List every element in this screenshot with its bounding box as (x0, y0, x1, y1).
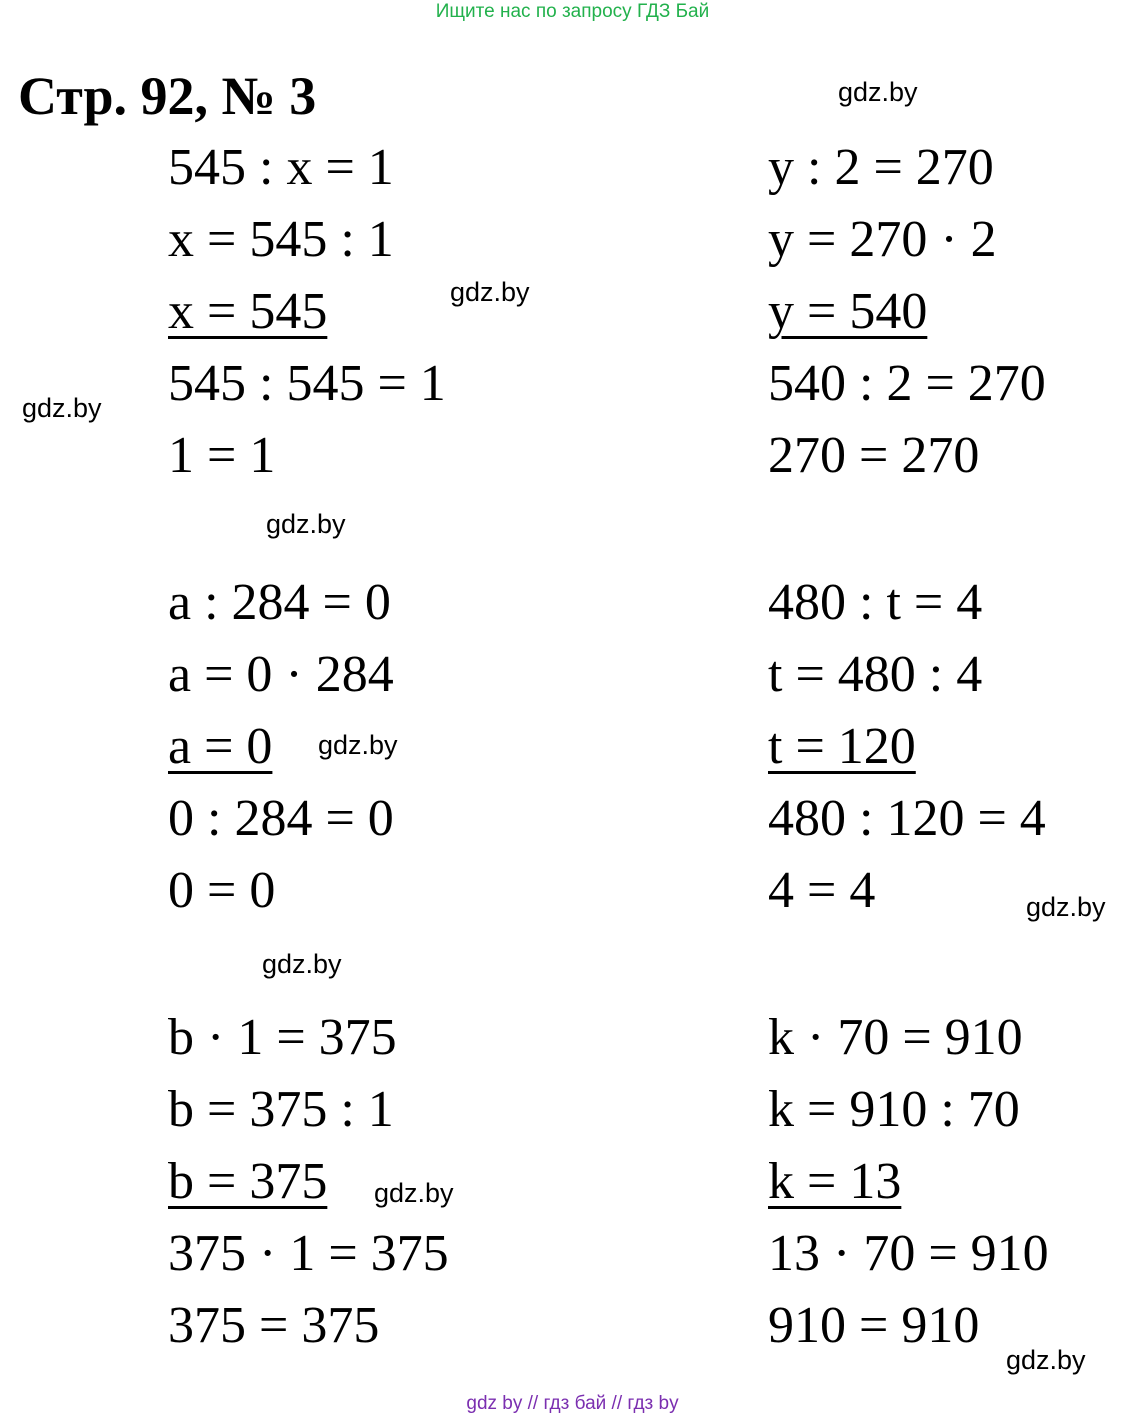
page-title: Стр. 92, № 3 (18, 66, 317, 126)
equation-line: 545 : x = 1 (168, 139, 394, 196)
equation-line: a : 284 = 0 (168, 574, 391, 631)
equation-check: 480 : 120 = 4 (768, 790, 1046, 847)
watermark: gdz.by (262, 949, 342, 979)
equation-answer: y = 540 (768, 283, 928, 340)
footer-links[interactable]: gdz by // гдз бай // гдз by (466, 1393, 679, 1414)
equation-line: b = 375 : 1 (168, 1081, 394, 1138)
top-banner[interactable]: Ищите нас по запросу ГДЗ Бай (435, 1, 710, 22)
equation-check-result: 0 = 0 (168, 862, 276, 919)
equation-check-result: 270 = 270 (768, 427, 980, 484)
equation-check: 540 : 2 = 270 (768, 355, 1046, 412)
watermark: gdz.by (838, 77, 918, 107)
equation-line: y = 270 · 2 (768, 211, 997, 268)
equation-line: k · 70 = 910 (768, 1009, 1023, 1066)
equation-check-result: 910 = 910 (768, 1297, 980, 1354)
watermark: gdz.by (1006, 1345, 1086, 1375)
equation-answer: t = 120 (768, 718, 916, 775)
equation-line: t = 480 : 4 (768, 646, 983, 703)
equation-line: x = 545 : 1 (168, 211, 394, 268)
equation-check-result: 1 = 1 (168, 427, 276, 484)
equation-check-result: 4 = 4 (768, 862, 876, 919)
equation-answer: a = 0 (168, 718, 273, 775)
equation-answer: k = 13 (768, 1153, 902, 1210)
watermark: gdz.by (374, 1178, 454, 1208)
equation-line: 480 : t = 4 (768, 574, 983, 631)
equation-line: y : 2 = 270 (768, 139, 994, 196)
equation-check: 0 : 284 = 0 (168, 790, 394, 847)
equation-line: k = 910 : 70 (768, 1081, 1020, 1138)
watermark: gdz.by (266, 509, 346, 539)
equation-check: 13 · 70 = 910 (768, 1225, 1049, 1282)
equation-check-result: 375 = 375 (168, 1297, 380, 1354)
equation-answer: x = 545 (168, 283, 328, 340)
watermark: gdz.by (1026, 892, 1106, 922)
equation-line: a = 0 · 284 (168, 646, 394, 703)
equation-answer: b = 375 (168, 1153, 328, 1210)
watermark: gdz.by (22, 393, 102, 423)
equation-check: 545 : 545 = 1 (168, 355, 446, 412)
equation-check: 375 · 1 = 375 (168, 1225, 449, 1282)
equation-line: b · 1 = 375 (168, 1009, 397, 1066)
watermark: gdz.by (318, 730, 398, 760)
watermark: gdz.by (450, 277, 530, 307)
